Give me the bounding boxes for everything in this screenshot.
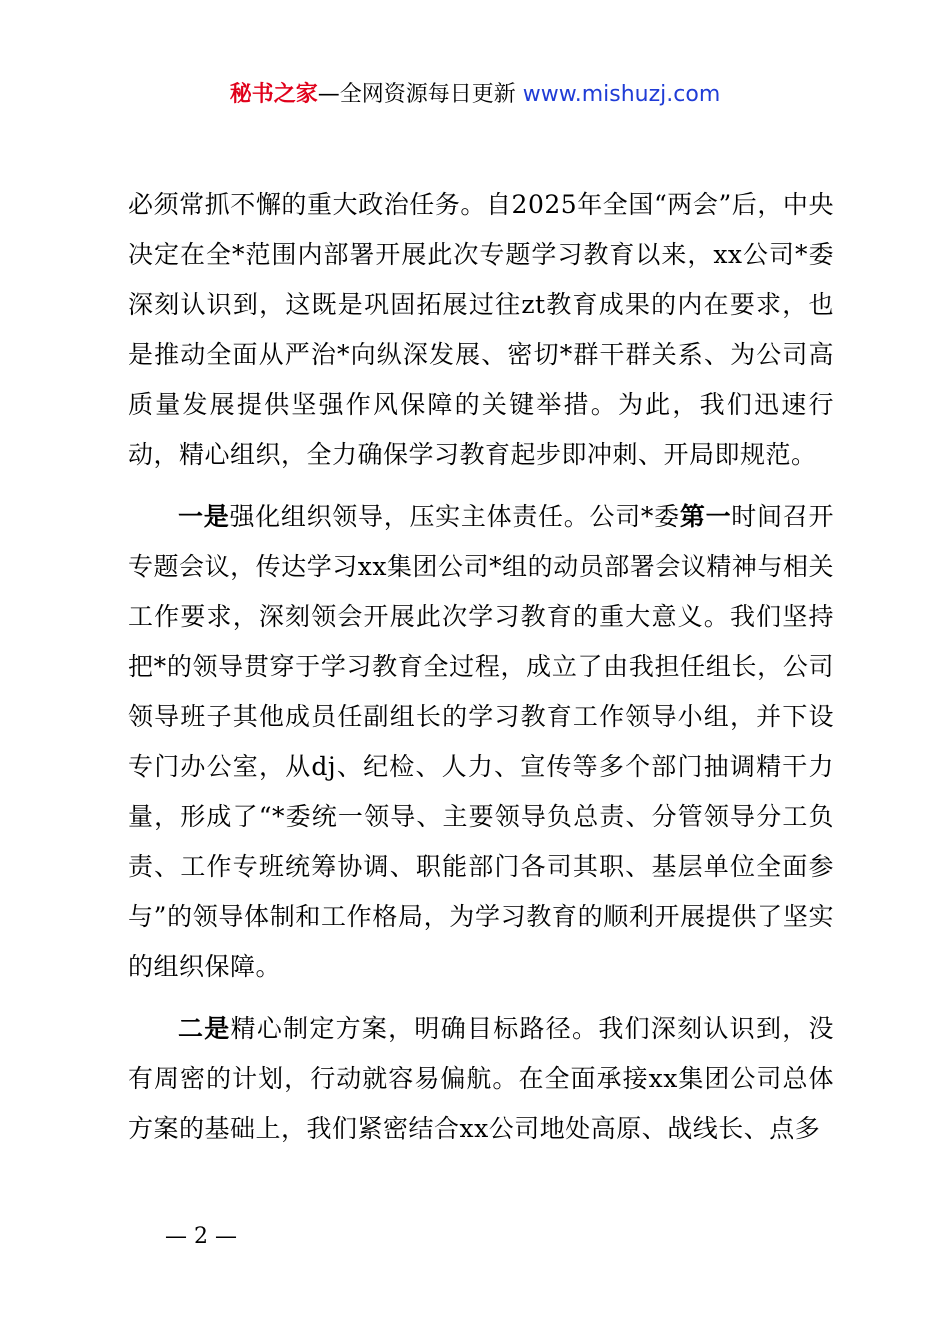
page-number: — 2 — bbox=[165, 1224, 237, 1249]
site-url-link[interactable]: www.mishuzj.com bbox=[522, 82, 721, 107]
point-one-emphasis: 第一 bbox=[679, 502, 732, 531]
paragraph-point-one bbox=[128, 492, 834, 992]
site-header bbox=[0, 78, 950, 112]
brand-name: 秘书之家 bbox=[229, 82, 318, 107]
header-tagline: —全网资源每日更新 bbox=[317, 82, 523, 107]
point-two-text: 精心制定方案，明确目标路径。我们深刻认识到，没有周密的计划，行动就容易偏航。在全面承接xx集团公司总体方案的基础上，我们紧密结合xx公司地处高原、战线长、点多 bbox=[128, 1014, 834, 1143]
point-two-lead: 二是 bbox=[178, 1014, 231, 1043]
document-body bbox=[128, 180, 834, 1166]
paragraph-point-two bbox=[128, 1004, 834, 1154]
point-one-lead: 一是 bbox=[178, 502, 230, 531]
paragraph-intro: 必须常抓不懈的重大政治任务。自2025年全国“两会”后，中央决定在全*范围内部署开展此次专题学习教育以来，xx公司*委深刻认识到，这既是巩固拓展过往zt教育成果的内在要求，也是推动全面从严治*向纵深发展、密切*群干群关系、为公司高质量发展提供坚强作风保障的关键举措。为此，我们迅速行动，精心组织，全力确保学习教育起步即冲刺、开局即规范。 bbox=[128, 190, 834, 469]
point-one-text-a: 强化组织领导，压实主体责任。公司*委 bbox=[229, 502, 680, 531]
point-one-text-b: 时间召开专题会议，传达学习xx集团公司*组的动员部署会议精神与相关工作要求，深刻领会开展此次学习教育的重大意义。我们坚持把*的领导贯穿于学习教育全过程，成立了由我担任组长，公司领导班子其他成员任副组长的学习教育工作领导小组，并下设专门办公室，从dj、纪检、人力、宣传等多个部门抽调精干力量，形成了“*委统一领导、主要领导负总责、分管领导分工负责、工作专班统筹协调、职能部门各司其职、基层单位全面参与”的领导体制和工作格局，为学习教育的顺利开展提供了坚实的组织保障。 bbox=[128, 502, 834, 981]
